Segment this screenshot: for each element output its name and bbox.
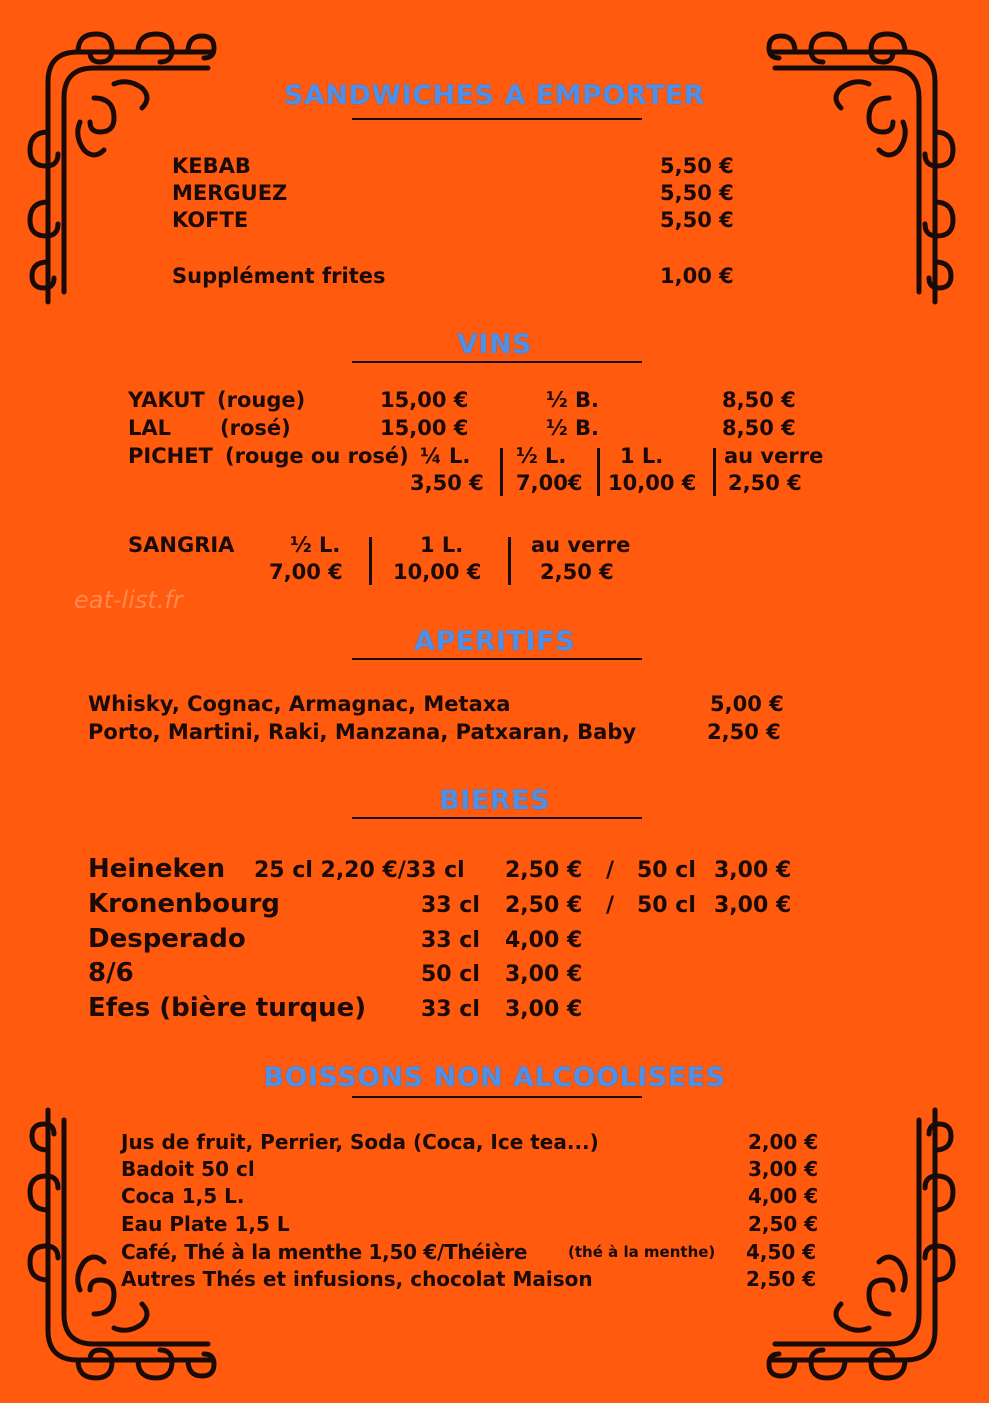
sangria-size: 1 L. — [420, 533, 464, 557]
column-separator — [597, 448, 600, 496]
supplement-price: 1,00 € — [660, 264, 734, 288]
beer-size: 50 cl — [637, 893, 696, 918]
drink-price: 4,50 € — [746, 1240, 817, 1264]
drink-name: Café, Thé à la menthe 1,50 €/Théière — [121, 1240, 528, 1264]
beer-name-86: 8/6 — [88, 958, 134, 988]
section-rule — [352, 361, 642, 363]
section-title-boissons: BOISSONS NON ALCOOLISEES — [263, 1062, 726, 1093]
aperitif-price: 2,50 € — [707, 720, 781, 744]
item-name: MERGUEZ — [172, 181, 288, 205]
column-separator — [500, 448, 503, 496]
section-title-vins: VINS — [457, 329, 532, 360]
beer-price: 2,50 € — [505, 893, 583, 918]
supplement-name: Supplément frites — [172, 264, 386, 288]
section-title-bieres: BIERES — [439, 785, 550, 816]
beer-price: 3,00 € — [714, 893, 792, 918]
beer-price: 3,00 € — [714, 858, 792, 883]
item-price: 5,50 € — [660, 208, 734, 232]
item-name: KOFTE — [172, 208, 249, 232]
section-title-aperitifs: APERITIFS — [414, 626, 575, 657]
beer-name-efes: Efes (bière turque) — [88, 993, 367, 1023]
beer-size: 33 cl — [421, 893, 480, 918]
wine-type: (rouge) — [217, 388, 306, 412]
sangria-price: 7,00 € — [269, 560, 343, 584]
sangria-price: 10,00 € — [393, 560, 482, 584]
drink-price: 3,00 € — [748, 1157, 819, 1181]
drink-note: (thé à la menthe) — [568, 1243, 716, 1261]
aperitif-price: 5,00 € — [710, 692, 784, 716]
wine-half-label: ½ B. — [546, 416, 600, 440]
sangria-size: au verre — [531, 533, 631, 557]
drink-name: Autres Thés et infusions, chocolat Maison — [121, 1267, 593, 1291]
beer-size: 50 cl — [637, 858, 696, 883]
aperitif-name: Porto, Martini, Raki, Manzana, Patxaran, Baby — [88, 720, 637, 744]
wine-price: 15,00 € — [380, 416, 469, 440]
pichet-price: 10,00 € — [608, 471, 697, 495]
pichet-name: PICHET — [128, 444, 213, 468]
section-title-sandwiches: SANDWICHES A EMPORTER — [284, 80, 705, 111]
pichet-price: 7,00€ — [516, 471, 583, 495]
beer-size: 33 cl — [421, 997, 480, 1022]
aperitif-name: Whisky, Cognac, Armagnac, Metaxa — [88, 692, 511, 716]
column-separator — [713, 448, 716, 496]
wine-name-lal: LAL — [128, 416, 172, 440]
section-rule — [352, 817, 642, 819]
drink-price: 2,00 € — [748, 1130, 819, 1154]
beer-name-desperado: Desperado — [88, 924, 246, 954]
pichet-price: 3,50 € — [410, 471, 484, 495]
ornament-top-right — [755, 22, 965, 312]
pichet-size: ¼ L. — [420, 444, 471, 468]
pichet-size: ½ L. — [516, 444, 567, 468]
pichet-size: au verre — [724, 444, 824, 468]
wine-name-yakut: YAKUT — [128, 388, 205, 412]
beer-price: 4,00 € — [505, 928, 583, 953]
beer-detail: 25 cl 2,20 €/33 cl — [254, 858, 465, 883]
sangria-size: ½ L. — [290, 533, 341, 557]
drink-name: Jus de fruit, Perrier, Soda (Coca, Ice tea...) — [121, 1130, 599, 1154]
sangria-name: SANGRIA — [128, 533, 235, 557]
pichet-size: 1 L. — [620, 444, 664, 468]
wine-price: 15,00 € — [380, 388, 469, 412]
watermark: eat-list.fr — [74, 586, 183, 614]
column-separator — [369, 537, 372, 585]
sangria-price: 2,50 € — [540, 560, 614, 584]
beer-separator: / — [606, 893, 615, 918]
section-rule — [352, 658, 642, 660]
item-price: 5,50 € — [660, 181, 734, 205]
beer-size: 50 cl — [421, 962, 480, 987]
section-rule — [352, 1096, 642, 1098]
beer-price: 3,00 € — [505, 962, 583, 987]
drink-name: Badoit 50 cl — [121, 1157, 255, 1181]
wine-half-price: 8,50 € — [722, 388, 796, 412]
beer-price: 2,50 € — [505, 858, 583, 883]
beer-separator: / — [606, 858, 615, 883]
drink-price: 2,50 € — [748, 1212, 819, 1236]
wine-type: (rosé) — [220, 416, 291, 440]
section-rule — [352, 118, 642, 120]
drink-price: 4,00 € — [748, 1184, 819, 1208]
item-name: KEBAB — [172, 154, 251, 178]
beer-price: 3,00 € — [505, 997, 583, 1022]
drink-price: 2,50 € — [746, 1267, 817, 1291]
pichet-price: 2,50 € — [728, 471, 802, 495]
wine-half-label: ½ B. — [546, 388, 600, 412]
drink-name: Eau Plate 1,5 L — [121, 1212, 290, 1236]
beer-size: 33 cl — [421, 928, 480, 953]
drink-name: Coca 1,5 L. — [121, 1184, 245, 1208]
column-separator — [508, 537, 511, 585]
beer-name-heineken: Heineken — [88, 854, 226, 884]
item-price: 5,50 € — [660, 154, 734, 178]
wine-half-price: 8,50 € — [722, 416, 796, 440]
pichet-type: (rouge ou rosé) — [225, 444, 409, 468]
beer-name-kronenbourg: Kronenbourg — [88, 889, 280, 919]
